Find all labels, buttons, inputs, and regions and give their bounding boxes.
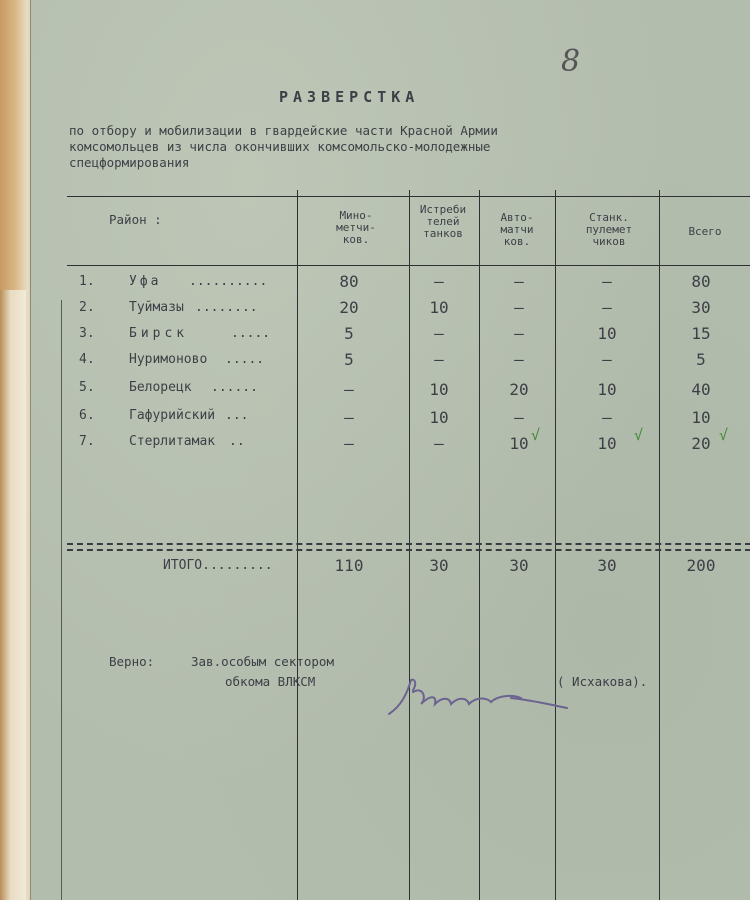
cell-autogunners: – — [514, 408, 524, 427]
handwritten-signature — [371, 668, 571, 728]
row-number: 1. — [79, 274, 95, 289]
totals-separator — [67, 549, 750, 551]
cell-mortar: 80 — [339, 272, 359, 291]
cell-antitank: – — [434, 350, 444, 369]
cell-total: 15 — [691, 324, 711, 343]
row-number: 2. — [79, 300, 95, 315]
row-number: 5. — [79, 380, 95, 395]
check-mark-icon: √ — [719, 426, 729, 444]
cell-autogunners: – — [514, 272, 524, 291]
total-antitank: 30 — [429, 556, 449, 575]
subtitle-line-3: спецформирования — [69, 155, 190, 170]
total-autogunners: 30 — [509, 556, 529, 575]
signer-position: Зав.особым сектором — [191, 654, 334, 669]
totals-label: ИТОГО......... — [163, 558, 273, 573]
dot-leader: .......... — [189, 274, 268, 289]
cell-total: 20 — [691, 434, 711, 453]
subtitle-line-1: по отбору и мобилизации в гвардейские части Красной Армии — [69, 123, 498, 138]
district-name: Уфа — [129, 274, 162, 289]
cell-total: 80 — [691, 272, 711, 291]
cell-antitank: – — [434, 272, 444, 291]
cell-machinegunners: 10 — [597, 380, 617, 399]
column-divider — [479, 190, 480, 900]
district-name: Туймазы — [129, 300, 184, 315]
cell-mortar: 5 — [344, 324, 354, 343]
total-machinegunners: 30 — [597, 556, 617, 575]
cell-machinegunners: – — [602, 298, 612, 317]
district-name: Бирск — [129, 326, 189, 341]
signer-organization: обкома ВЛКСМ — [225, 674, 316, 689]
cell-autogunners: 20 — [509, 380, 529, 399]
totals-separator — [67, 543, 750, 545]
cell-autogunners: – — [514, 324, 524, 343]
cell-antitank: 10 — [429, 380, 449, 399]
column-divider — [409, 190, 410, 900]
document-sheet — [30, 0, 750, 900]
column-divider — [297, 190, 298, 900]
cell-autogunners: – — [514, 298, 524, 317]
district-name: Белорецк — [129, 380, 192, 395]
header-machinegunners: Станк. пулемет чиков — [585, 211, 633, 248]
dot-leader: ... — [225, 408, 249, 423]
margin-rule — [61, 300, 62, 900]
district-name: Нуримоново — [129, 352, 208, 367]
cell-machinegunners: 10 — [597, 434, 617, 453]
dot-leader: ..... — [231, 326, 271, 341]
cell-total: 40 — [691, 380, 711, 399]
district-name: Гафурийский — [129, 408, 216, 423]
header-autogunners: Авто- матчи ков. — [500, 211, 534, 248]
cell-machinegunners: 10 — [597, 324, 617, 343]
cell-antitank: 10 — [429, 298, 449, 317]
column-divider — [555, 190, 556, 900]
header-mortar: Мино- метчи- ков. — [336, 209, 376, 246]
header-antitank: Истреби телей танков — [419, 203, 467, 240]
cell-mortar: 5 — [344, 350, 354, 369]
cell-antitank: 10 — [429, 408, 449, 427]
dot-leader: .. — [229, 434, 245, 449]
dot-leader: ...... — [211, 380, 258, 395]
total-mortar: 110 — [334, 556, 364, 575]
cell-mortar: – — [344, 380, 354, 399]
cell-antitank: – — [434, 324, 444, 343]
cell-machinegunners: – — [602, 272, 612, 291]
check-mark-icon: √ — [531, 426, 541, 444]
dot-leader: ..... — [225, 352, 265, 367]
binder-page-edge — [0, 290, 26, 900]
subtitle-line-2: комсомольцев из числа окончивших комсомольско-молодежные — [69, 139, 491, 154]
cell-autogunners: – — [514, 350, 524, 369]
header-district: Район : — [109, 212, 162, 227]
cell-autogunners: 10 — [509, 434, 529, 453]
cell-mortar: – — [344, 434, 354, 453]
cell-total: 10 — [691, 408, 711, 427]
check-mark-icon: √ — [634, 426, 644, 444]
cell-total: 30 — [691, 298, 711, 317]
cell-mortar: – — [344, 408, 354, 427]
grand-total: 200 — [686, 556, 716, 575]
column-divider — [659, 190, 660, 900]
header-total: Всего — [688, 225, 722, 238]
document-title: РАЗВЕРСТКА — [279, 88, 420, 106]
folio-number: 8 — [561, 44, 581, 79]
row-number: 4. — [79, 352, 95, 367]
cell-mortar: 20 — [339, 298, 359, 317]
district-name: Стерлитамак — [129, 434, 216, 449]
row-number: 6. — [79, 408, 95, 423]
cell-machinegunners: – — [602, 350, 612, 369]
cell-machinegunners: – — [602, 408, 612, 427]
cell-antitank: – — [434, 434, 444, 453]
signer-name: ( Исхакова). — [557, 674, 648, 689]
row-number: 3. — [79, 326, 95, 341]
row-number: 7. — [79, 434, 95, 449]
dot-leader: ........ — [195, 300, 258, 315]
verified-label: Верно: — [109, 654, 155, 669]
cell-total: 5 — [696, 350, 706, 369]
